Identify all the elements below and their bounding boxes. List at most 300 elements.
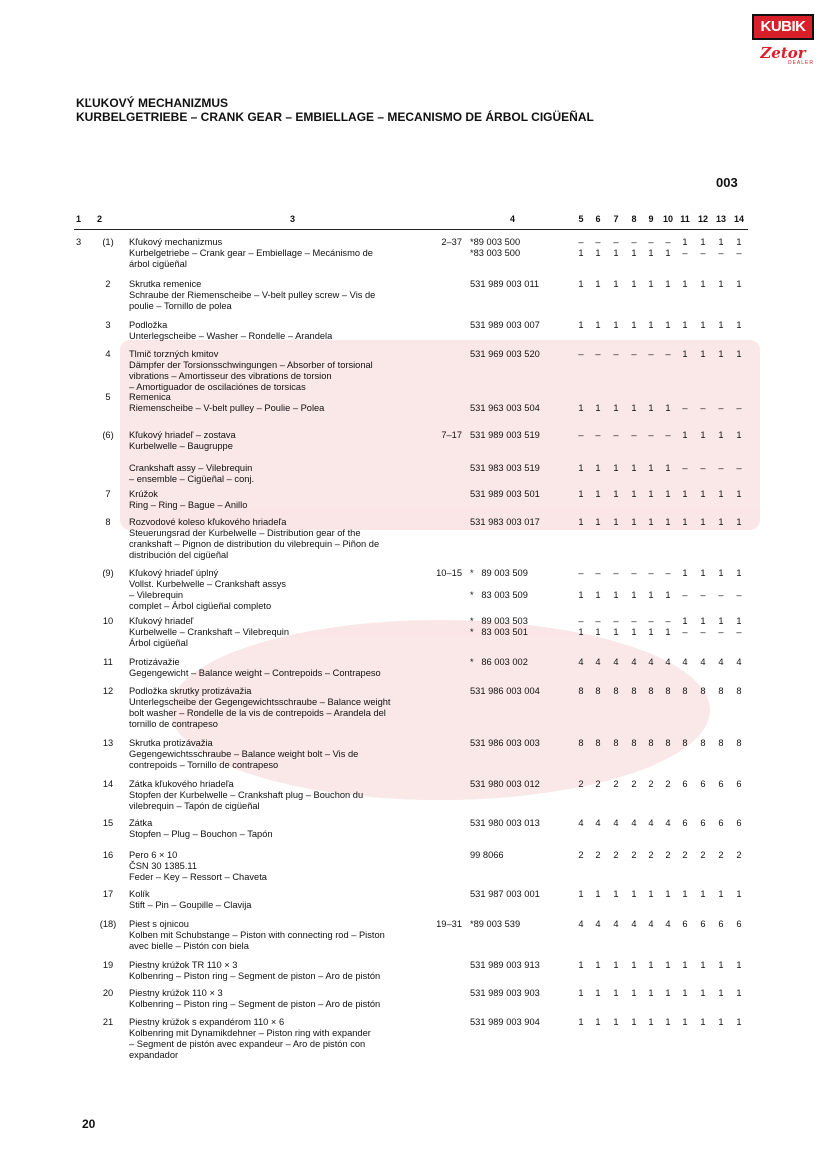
description-line: Árbol cigüeñal bbox=[129, 638, 188, 648]
quantity-cell: 2 bbox=[613, 850, 619, 860]
quantity-cell: 1 bbox=[682, 1017, 688, 1027]
quantity-cell: 1 bbox=[718, 430, 724, 440]
quantity-cell: – bbox=[665, 616, 671, 626]
quantity-cell: 4 bbox=[736, 657, 742, 667]
quantity-cell: 8 bbox=[718, 686, 724, 696]
quantity-cell: 6 bbox=[700, 779, 706, 789]
quantity-cell: – bbox=[682, 463, 688, 473]
quantity-cell: 1 bbox=[578, 590, 584, 600]
logo-kubik-text: KUBIK bbox=[752, 14, 814, 40]
description-line: Kolbenring – Piston ring – Segment de piston – Aro de pistón bbox=[129, 999, 381, 1009]
part-number: * 86 003 002 bbox=[470, 657, 528, 667]
quantity-cell: 1 bbox=[648, 320, 654, 330]
quantity-cell: 1 bbox=[682, 430, 688, 440]
quantity-cell: 1 bbox=[736, 430, 742, 440]
quantity-cell: 1 bbox=[631, 988, 637, 998]
quantity-cell: – bbox=[595, 430, 601, 440]
description-line: Feder – Key – Ressort – Chaveta bbox=[129, 872, 267, 882]
quantity-cell: 8 bbox=[613, 686, 619, 696]
description-line: bolt washer – Rondelle de la vis de contrepoids – Arandela del bbox=[129, 708, 386, 718]
quantity-cell: 1 bbox=[578, 988, 584, 998]
part-number: 531 989 003 903 bbox=[470, 988, 540, 998]
description-line: – Vilebrequin bbox=[129, 590, 184, 600]
position-number: 21 bbox=[102, 1017, 114, 1027]
quantity-cell: 1 bbox=[631, 248, 637, 258]
quantity-cell: – bbox=[736, 248, 742, 258]
quantity-cell: 8 bbox=[631, 686, 637, 696]
part-number: 531 989 003 519 bbox=[470, 430, 540, 440]
quantity-cell: 1 bbox=[736, 568, 742, 578]
quantity-cell: – bbox=[578, 616, 584, 626]
quantity-cell: – bbox=[736, 627, 742, 637]
quantity-cell: 1 bbox=[648, 889, 654, 899]
quantity-cell: – bbox=[648, 237, 654, 247]
description bbox=[129, 988, 463, 1010]
quantity-cell: 1 bbox=[613, 248, 619, 258]
description bbox=[129, 686, 463, 730]
part-number: *89 003 539 bbox=[470, 919, 521, 929]
quantity-cell: 1 bbox=[718, 489, 724, 499]
description-line: expandador bbox=[129, 1050, 179, 1060]
quantity-cell: 4 bbox=[578, 919, 584, 929]
quantity-cell: 2 bbox=[595, 779, 601, 789]
quantity-cell: 6 bbox=[682, 818, 688, 828]
quantity-cell: 1 bbox=[736, 616, 742, 626]
quantity-cell: 1 bbox=[595, 320, 601, 330]
quantity-cell: 4 bbox=[665, 657, 671, 667]
column-header: 1 bbox=[76, 214, 82, 224]
quantity-cell: 1 bbox=[665, 463, 671, 473]
quantity-cell: 1 bbox=[631, 590, 637, 600]
description-line: Rozvodové koleso kľukového hriadeľa bbox=[129, 517, 287, 527]
quantity-cell: 1 bbox=[595, 627, 601, 637]
quantity-cell: 1 bbox=[595, 1017, 601, 1027]
part-number: 531 969 003 520 bbox=[470, 349, 540, 359]
description-line: Kolbenring mit Dynamikdehner – Piston ring with expander bbox=[129, 1028, 371, 1038]
quantity-cell: 1 bbox=[682, 889, 688, 899]
quantity-cell: 1 bbox=[631, 889, 637, 899]
part-number: 531 983 003 017 bbox=[470, 517, 540, 527]
quantity-cell: 8 bbox=[578, 686, 584, 696]
position-number: 11 bbox=[103, 657, 113, 667]
quantity-cell: 8 bbox=[665, 738, 671, 748]
description-line: Pero 6 × 10 bbox=[129, 850, 178, 860]
description-line: poulie – Tornillo de polea bbox=[129, 301, 232, 311]
part-number: 531 987 003 001 bbox=[470, 889, 540, 899]
description bbox=[129, 489, 463, 511]
quantity-cell: 1 bbox=[718, 616, 724, 626]
quantity-cell: 1 bbox=[648, 463, 654, 473]
quantity-cell: 4 bbox=[613, 818, 619, 828]
quantity-cell: 1 bbox=[648, 403, 654, 413]
quantity-cell: 1 bbox=[665, 1017, 671, 1027]
quantity-cell: – bbox=[578, 568, 584, 578]
quantity-cell: 8 bbox=[665, 686, 671, 696]
column-header: 11 bbox=[680, 214, 690, 224]
column-header: 12 bbox=[697, 214, 708, 224]
position-number: 7 bbox=[105, 489, 111, 499]
part-numbers bbox=[470, 279, 565, 290]
quantity-cell: 1 bbox=[700, 320, 706, 330]
description-line: Podložka bbox=[129, 320, 168, 330]
quantity-cell: 1 bbox=[631, 463, 637, 473]
quantity-cell: 6 bbox=[682, 779, 688, 789]
description-line: Steuerungsrad der Kurbelwelle – Distribution gear of the bbox=[129, 528, 361, 538]
quantity-cell: 1 bbox=[700, 517, 706, 527]
quantity-cell: – bbox=[631, 237, 637, 247]
description bbox=[129, 960, 463, 982]
quantity-cell: – bbox=[665, 349, 671, 359]
quantity-cell: 1 bbox=[700, 1017, 706, 1027]
quantity-cell: 1 bbox=[613, 590, 619, 600]
quantity-cell: 1 bbox=[682, 517, 688, 527]
quantity-cell: 1 bbox=[578, 960, 584, 970]
description-line: Kolben mit Schubstange – Piston with connecting rod – Piston bbox=[129, 930, 385, 940]
description bbox=[129, 818, 463, 840]
quantity-cell: 8 bbox=[718, 738, 724, 748]
description bbox=[129, 738, 463, 771]
part-number: 531 986 003 004 bbox=[470, 686, 540, 696]
quantity-cell: 1 bbox=[718, 279, 724, 289]
quantity-cell: 4 bbox=[682, 657, 688, 667]
quantity-cell: 1 bbox=[665, 489, 671, 499]
description-line: Kľukový mechanizmus bbox=[129, 237, 223, 247]
quantity-cell: – bbox=[613, 430, 619, 440]
quantity-cell: 2 bbox=[700, 850, 706, 860]
quantity-cell: 1 bbox=[718, 1017, 724, 1027]
quantity-cell: 1 bbox=[718, 517, 724, 527]
description-line bbox=[129, 452, 463, 463]
position-number: 15 bbox=[102, 818, 114, 828]
part-numbers bbox=[470, 616, 565, 638]
quantity-cell: 1 bbox=[631, 960, 637, 970]
quantity-cell: 1 bbox=[648, 988, 654, 998]
quantity-cell: 2 bbox=[665, 850, 671, 860]
quantity-cell: 1 bbox=[613, 403, 619, 413]
quantity-cell: 1 bbox=[700, 237, 706, 247]
description bbox=[129, 850, 463, 883]
figure-reference: 10–15 bbox=[436, 568, 462, 578]
quantity-cell: 8 bbox=[595, 686, 601, 696]
quantity-cell: 1 bbox=[700, 889, 706, 899]
part-number: 531 989 003 913 bbox=[470, 960, 540, 970]
quantity-cell: 8 bbox=[700, 686, 706, 696]
quantity-cell: 1 bbox=[631, 403, 637, 413]
quantity-cell: 1 bbox=[700, 349, 706, 359]
quantity-cell: – bbox=[665, 568, 671, 578]
quantity-cell: 6 bbox=[700, 818, 706, 828]
quantity-cell: – bbox=[613, 616, 619, 626]
description-line: árbol cigüeñal bbox=[129, 259, 187, 269]
quantity-cell: 1 bbox=[578, 403, 584, 413]
description-line: – Amortiguador de oscilaciónes de torsicas bbox=[129, 382, 306, 392]
description-line: Stopfen der Kurbelwelle – Crankshaft plug – Bouchon du bbox=[129, 790, 364, 800]
quantity-cell: – bbox=[578, 237, 584, 247]
position-number: (9) bbox=[102, 568, 114, 578]
quantity-cell: – bbox=[700, 248, 706, 258]
quantity-cell: – bbox=[578, 430, 584, 440]
part-numbers bbox=[470, 988, 565, 999]
quantity-cell: – bbox=[736, 590, 742, 600]
quantity-cell: 4 bbox=[648, 919, 654, 929]
part-numbers bbox=[470, 850, 565, 861]
quantity-cell: 1 bbox=[665, 627, 671, 637]
description-line: Unterlegscheibe der Gegengewichtsschraube – Balance weight bbox=[129, 697, 391, 707]
quantity-cell: 1 bbox=[595, 248, 601, 258]
part-number: 531 989 003 904 bbox=[470, 1017, 540, 1027]
quantity-cell: 1 bbox=[682, 616, 688, 626]
quantity-cell: 6 bbox=[736, 818, 742, 828]
quantity-cell: 1 bbox=[682, 988, 688, 998]
quantity-cell: 1 bbox=[665, 320, 671, 330]
part-numbers bbox=[470, 392, 565, 414]
quantity-cell: 1 bbox=[718, 349, 724, 359]
part-numbers bbox=[470, 568, 565, 601]
description-line: Schraube der Riemenscheibe – V-belt pulley screw – Vis de bbox=[129, 290, 376, 300]
quantity-cell: 2 bbox=[736, 850, 742, 860]
part-numbers bbox=[470, 960, 565, 971]
description-line: Gegengewicht – Balance weight – Contrepoids – Contrapeso bbox=[129, 668, 381, 678]
description-line: Krúžok bbox=[129, 489, 158, 499]
quantity-cell: – bbox=[595, 568, 601, 578]
quantity-cell: 1 bbox=[700, 988, 706, 998]
quantity-cell: 6 bbox=[718, 919, 724, 929]
quantity-cell: 8 bbox=[682, 686, 688, 696]
description-line: Kolík bbox=[129, 889, 150, 899]
description bbox=[129, 320, 463, 342]
page-title-multilingual: KURBELGETRIEBE – CRANK GEAR – EMBIELLAGE – MECANISMO DE ÁRBOL CIGÜEÑAL bbox=[76, 110, 594, 124]
description-line: Kolbenring – Piston ring – Segment de piston – Aro de pistón bbox=[129, 971, 381, 981]
description-line: Zátka bbox=[129, 818, 153, 828]
quantity-cell: 1 bbox=[578, 320, 584, 330]
quantity-cell: – bbox=[682, 248, 688, 258]
quantity-cell: 2 bbox=[648, 850, 654, 860]
part-number: * 83 003 509 bbox=[470, 590, 528, 600]
quantity-cell: 1 bbox=[595, 988, 601, 998]
quantity-cell: – bbox=[718, 627, 724, 637]
part-number: 531 989 003 011 bbox=[470, 279, 540, 289]
quantity-cell: 1 bbox=[631, 489, 637, 499]
quantity-cell: 1 bbox=[648, 517, 654, 527]
quantity-cell: – bbox=[682, 403, 688, 413]
column-header: 13 bbox=[715, 214, 726, 224]
quantity-cell: – bbox=[595, 237, 601, 247]
quantity-cell: 1 bbox=[736, 279, 742, 289]
quantity-cell: 4 bbox=[631, 919, 637, 929]
column-header: 9 bbox=[648, 214, 654, 224]
quantity-cell: 4 bbox=[613, 919, 619, 929]
quantity-cell: – bbox=[578, 349, 584, 359]
description-line: Crankshaft assy – Vilebrequin bbox=[129, 463, 253, 473]
quantity-cell: 4 bbox=[595, 657, 601, 667]
part-numbers bbox=[470, 889, 565, 900]
quantity-cell: – bbox=[631, 616, 637, 626]
part-number: 531 980 003 012 bbox=[470, 779, 540, 789]
description-line: Riemenscheibe – V-belt pulley – Poulie – Polea bbox=[129, 403, 325, 413]
position-number: 19 bbox=[102, 960, 114, 970]
quantity-cell: 1 bbox=[578, 489, 584, 499]
column-header: 2 bbox=[97, 214, 103, 224]
quantity-cell: 1 bbox=[700, 960, 706, 970]
quantity-cell: – bbox=[682, 627, 688, 637]
quantity-cell: 1 bbox=[736, 960, 742, 970]
quantity-cell: 1 bbox=[578, 248, 584, 258]
quantity-cell: – bbox=[613, 237, 619, 247]
quantity-cell: 1 bbox=[631, 627, 637, 637]
part-numbers bbox=[470, 1017, 565, 1028]
quantity-cell: 1 bbox=[718, 960, 724, 970]
part-number bbox=[470, 441, 565, 452]
description-line: vibrations – Amortisseur des vibrations de torsion bbox=[129, 371, 332, 381]
quantity-cell: 2 bbox=[648, 779, 654, 789]
description-line: Protizávažie bbox=[129, 657, 180, 667]
quantity-cell: 1 bbox=[578, 889, 584, 899]
part-number: * 89 003 509 bbox=[470, 568, 528, 578]
quantity-cell: 1 bbox=[718, 320, 724, 330]
quantity-cell: 4 bbox=[648, 818, 654, 828]
quantity-cell: 1 bbox=[665, 590, 671, 600]
description bbox=[129, 349, 463, 393]
part-number: 531 989 003 007 bbox=[470, 320, 540, 330]
description-line: Kurbelwelle – Crankshaft – Vilebrequin bbox=[129, 627, 290, 637]
description-line: Skrutka protizávažia bbox=[129, 738, 213, 748]
position-number: (1) bbox=[102, 237, 114, 247]
quantity-cell: 1 bbox=[700, 430, 706, 440]
quantity-cell: 4 bbox=[595, 818, 601, 828]
quantity-cell: 1 bbox=[613, 463, 619, 473]
description bbox=[129, 1017, 463, 1061]
description bbox=[129, 392, 463, 414]
group-code: 003 bbox=[716, 175, 738, 190]
quantity-cell: 8 bbox=[595, 738, 601, 748]
description bbox=[129, 616, 463, 649]
quantity-cell: 1 bbox=[736, 1017, 742, 1027]
quantity-cell: 8 bbox=[631, 738, 637, 748]
quantity-cell: 4 bbox=[718, 657, 724, 667]
description bbox=[129, 279, 463, 312]
kubik-zetor-logo bbox=[752, 14, 814, 72]
quantity-cell: 1 bbox=[665, 403, 671, 413]
figure-reference: 19–31 bbox=[436, 919, 462, 929]
quantity-cell: 1 bbox=[682, 237, 688, 247]
column-header: 14 bbox=[733, 214, 744, 224]
quantity-cell: 1 bbox=[682, 320, 688, 330]
description-line: Dämpfer der Torsionsschwingungen – Absorber of torsional bbox=[129, 360, 373, 370]
position-number: 14 bbox=[102, 779, 114, 789]
quantity-cell: 8 bbox=[736, 738, 742, 748]
quantity-cell: – bbox=[595, 616, 601, 626]
position-number: 20 bbox=[102, 988, 114, 998]
quantity-cell: 1 bbox=[631, 320, 637, 330]
description-line: avec bielle – Pistón con biela bbox=[129, 941, 249, 951]
quantity-cell: 8 bbox=[613, 738, 619, 748]
part-numbers bbox=[470, 657, 565, 668]
position-number: 3 bbox=[105, 320, 111, 330]
quantity-cell: – bbox=[613, 349, 619, 359]
quantity-cell: 1 bbox=[631, 517, 637, 527]
page-title-slovak: KĽUKOVÝ MECHANIZMUS bbox=[76, 96, 228, 110]
position-number: 10 bbox=[102, 616, 114, 626]
part-numbers bbox=[470, 686, 565, 697]
position-number: 4 bbox=[105, 349, 111, 359]
quantity-cell: 1 bbox=[700, 279, 706, 289]
column-header: 4 bbox=[510, 214, 516, 224]
quantity-cell: 2 bbox=[631, 850, 637, 860]
column-header: 10 bbox=[662, 214, 673, 224]
quantity-cell: 1 bbox=[736, 349, 742, 359]
quantity-cell: 4 bbox=[595, 919, 601, 929]
description-line: ČSN 30 1385.11 bbox=[129, 861, 198, 871]
quantity-cell: 8 bbox=[648, 738, 654, 748]
quantity-cell: – bbox=[648, 349, 654, 359]
quantity-cell: 4 bbox=[700, 657, 706, 667]
description-line: complet – Árbol cigüeñal completo bbox=[129, 601, 272, 611]
column-header: 7 bbox=[613, 214, 619, 224]
quantity-cell: 1 bbox=[613, 1017, 619, 1027]
quantity-cell: 1 bbox=[595, 463, 601, 473]
figure-reference: 2–37 bbox=[441, 237, 462, 247]
quantity-cell: 8 bbox=[682, 738, 688, 748]
quantity-cell: 4 bbox=[631, 818, 637, 828]
description-line: Podložka skrutky protizávažia bbox=[129, 686, 252, 696]
position-number: (18) bbox=[99, 919, 117, 929]
description-line: vilebrequin – Tapón de cigüeñal bbox=[129, 801, 260, 811]
part-number: 531 963 003 504 bbox=[470, 403, 540, 413]
part-number bbox=[470, 392, 565, 403]
quantity-cell: – bbox=[631, 430, 637, 440]
quantity-cell: 2 bbox=[665, 779, 671, 789]
quantity-cell: 8 bbox=[736, 686, 742, 696]
quantity-cell: 2 bbox=[718, 850, 724, 860]
part-numbers bbox=[470, 919, 565, 930]
quantity-cell: 4 bbox=[578, 657, 584, 667]
quantity-cell: 4 bbox=[648, 657, 654, 667]
quantity-cell: – bbox=[718, 248, 724, 258]
quantity-cell: 1 bbox=[682, 279, 688, 289]
position-number: 13 bbox=[102, 738, 114, 748]
quantity-cell: 1 bbox=[613, 517, 619, 527]
quantity-cell: 8 bbox=[578, 738, 584, 748]
description-line: tornillo de contrapeso bbox=[129, 719, 218, 729]
quantity-cell: 1 bbox=[578, 279, 584, 289]
description-line: Tlmič torzných kmitov bbox=[129, 349, 219, 359]
part-number bbox=[470, 452, 565, 463]
quantity-cell: 1 bbox=[595, 590, 601, 600]
description bbox=[129, 517, 463, 561]
quantity-cell: 1 bbox=[736, 320, 742, 330]
quantity-cell: – bbox=[631, 568, 637, 578]
quantity-cell: 2 bbox=[578, 850, 584, 860]
quantity-cell: 1 bbox=[648, 279, 654, 289]
quantity-cell: – bbox=[631, 349, 637, 359]
part-number: *83 003 500 bbox=[470, 248, 521, 258]
part-numbers bbox=[470, 430, 565, 474]
quantity-cell: 1 bbox=[595, 960, 601, 970]
description-line: Ring – Ring – Bague – Anillo bbox=[129, 500, 248, 510]
column-header: 5 bbox=[578, 214, 584, 224]
part-numbers bbox=[470, 237, 565, 259]
description-line: Kurbelwelle – Baugruppe bbox=[129, 441, 233, 451]
logo-zetor-text: Zetor bbox=[760, 44, 806, 62]
quantity-cell: 1 bbox=[700, 568, 706, 578]
part-number: 531 989 003 501 bbox=[470, 489, 540, 499]
quantity-cell: 1 bbox=[631, 1017, 637, 1027]
quantity-cell: 1 bbox=[665, 248, 671, 258]
column-header: 6 bbox=[595, 214, 601, 224]
quantity-cell: 1 bbox=[665, 889, 671, 899]
quantity-cell: 1 bbox=[595, 403, 601, 413]
part-number: 531 983 003 519 bbox=[470, 463, 540, 473]
